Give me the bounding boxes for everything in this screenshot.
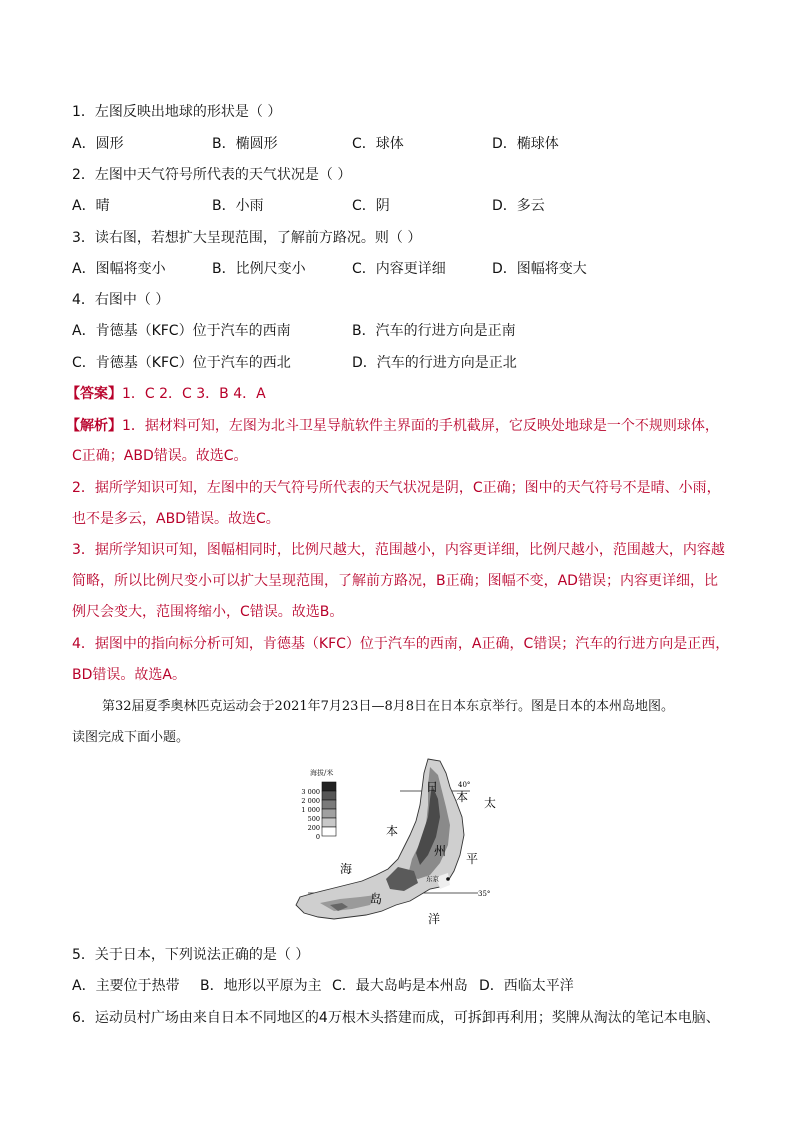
legend-value-2: 2 000 <box>301 797 320 805</box>
legend-value-5: 200 <box>307 824 320 832</box>
legend-swatch-1 <box>322 782 336 791</box>
sea-label-2: 本 <box>386 824 399 838</box>
legend-swatch-3 <box>322 800 336 809</box>
legend-swatch-6 <box>322 827 336 836</box>
analysis-line-2: C正确；ABD错误。故选C。 <box>72 448 248 464</box>
question-4-option-d: D．汽车的行进方向是正北 <box>352 355 517 371</box>
question-4-option-a: A．肯德基（KFC）位于汽车的西南 <box>72 323 291 339</box>
passage-line-1: 第32届夏季奥林匹克运动会于2021年7月23日—8月8日在日本东京举行。图是日本的本州岛地图。 <box>102 699 674 714</box>
question-2-option-a: A．晴 <box>72 198 110 214</box>
question-2-option-c: C．阴 <box>352 198 390 214</box>
city-label: 东京 <box>426 875 439 883</box>
question-6-stem: 6．运动员村广场由来自日本不同地区的4万根木头搭建而成，可拆卸再利用；奖牌从淘汰的笔记本电脑、 <box>72 1010 720 1026</box>
question-1-option-a: A．圆形 <box>72 136 124 152</box>
question-1-option-c: C．球体 <box>352 136 404 152</box>
ocean-label-1: 太 <box>484 796 497 810</box>
question-1-option-b: B．椭圆形 <box>212 136 278 152</box>
legend-value-4: 500 <box>307 815 320 823</box>
analysis-line-1: 【解析】1．据材料可知，左图为北斗卫星导航软件主界面的手机截屏，它反映处地球是一个不规则球体， <box>66 418 719 434</box>
ocean-label-3: 洋 <box>428 912 441 925</box>
analysis-line-7: 例尺会变大，范围将缩小，C错误。故选B。 <box>72 604 344 620</box>
question-5-option-d: D．西临太平洋 <box>479 978 574 994</box>
question-5-stem: 5．关于日本，下列说法正确的是（ ） <box>72 947 310 963</box>
analysis-line-9: BD错误。故选A。 <box>72 667 186 683</box>
analysis-line-8: 4．据图中的指向标分析可知，肯德基（KFC）位于汽车的西南，A正确，C错误；汽车的行进方向是正西， <box>72 636 730 652</box>
question-3-option-a: A．图幅将变小 <box>72 261 166 277</box>
analysis-line-3: 2．据所学知识可知，左图中的天气符号所代表的天气状况是阴，C正确；图中的天气符号不是晴、小雨， <box>72 480 721 496</box>
legend-swatch-2 <box>322 791 336 800</box>
question-2-option-b: B．小雨 <box>212 198 264 214</box>
question-3-option-c: C．内容更详细 <box>352 261 446 277</box>
question-4-option-b: B．汽车的行进方向是正南 <box>352 323 516 339</box>
answer-line <box>66 384 266 404</box>
question-1-option-d: D．椭球体 <box>492 136 559 152</box>
legend-title: 海拔/米 <box>310 769 334 777</box>
island-label-3: 岛 <box>370 892 383 906</box>
question-5-option-b: B．地形以平原为主 <box>200 978 322 994</box>
question-4-stem: 4．右图中（ ） <box>72 292 170 308</box>
latitude-label-south: 35° <box>478 890 491 898</box>
analysis-line-5: 3．据所学知识可知，图幅相同时，比例尺越大，范围越小，内容更详细，比例尺越小，范围越大，内容越 <box>72 542 725 558</box>
latitude-label-north: 40° <box>458 781 471 789</box>
legend-swatch-5 <box>322 818 336 827</box>
city-marker <box>446 877 450 881</box>
legend-swatch-4 <box>322 809 336 818</box>
answer-text: 1．C 2．C 3．B 4．A <box>122 386 266 402</box>
sea-label-3: 海 <box>340 862 353 876</box>
legend-value-1: 3 000 <box>301 788 320 796</box>
ocean-label-2: 平 <box>466 852 479 866</box>
sea-label-1: 日 <box>426 780 439 794</box>
answer-label: 【答案】 <box>66 386 122 402</box>
island-label-2: 州 <box>434 844 447 858</box>
elevation-legend <box>301 782 336 841</box>
island-label-1: 本 <box>456 790 469 804</box>
question-3-option-d: D．图幅将变大 <box>492 261 587 277</box>
legend-value-3: 1 000 <box>301 806 320 814</box>
legend-value-6: 0 <box>315 833 320 841</box>
question-3-stem: 3．读右图，若想扩大呈现范围，了解前方路况。则（ ） <box>72 230 422 246</box>
question-1-stem: 1．左图反映出地球的形状是（ ） <box>72 104 282 120</box>
question-3-option-b: B．比例尺变小 <box>212 261 306 277</box>
analysis-line-4: 也不是多云，ABD错误。故选C。 <box>72 511 280 527</box>
analysis-label: 【解析】 <box>66 418 122 434</box>
honshu-map <box>290 755 505 925</box>
question-5-option-c: C．最大岛屿是本州岛 <box>332 978 468 994</box>
passage-line-2: 读图完成下面小题。 <box>72 730 190 745</box>
analysis-line-6: 简略，所以比例尺变小可以扩大呈现范围，了解前方路况，B正确；图幅不变，AD错误；内容更详细，比 <box>72 573 718 589</box>
question-5-option-a: A．主要位于热带 <box>72 978 180 994</box>
question-2-stem: 2．左图中天气符号所代表的天气状况是（ ） <box>72 167 352 183</box>
question-2-option-d: D．多云 <box>492 198 545 214</box>
question-4-option-c: C．肯德基（KFC）位于汽车的西北 <box>72 355 291 371</box>
